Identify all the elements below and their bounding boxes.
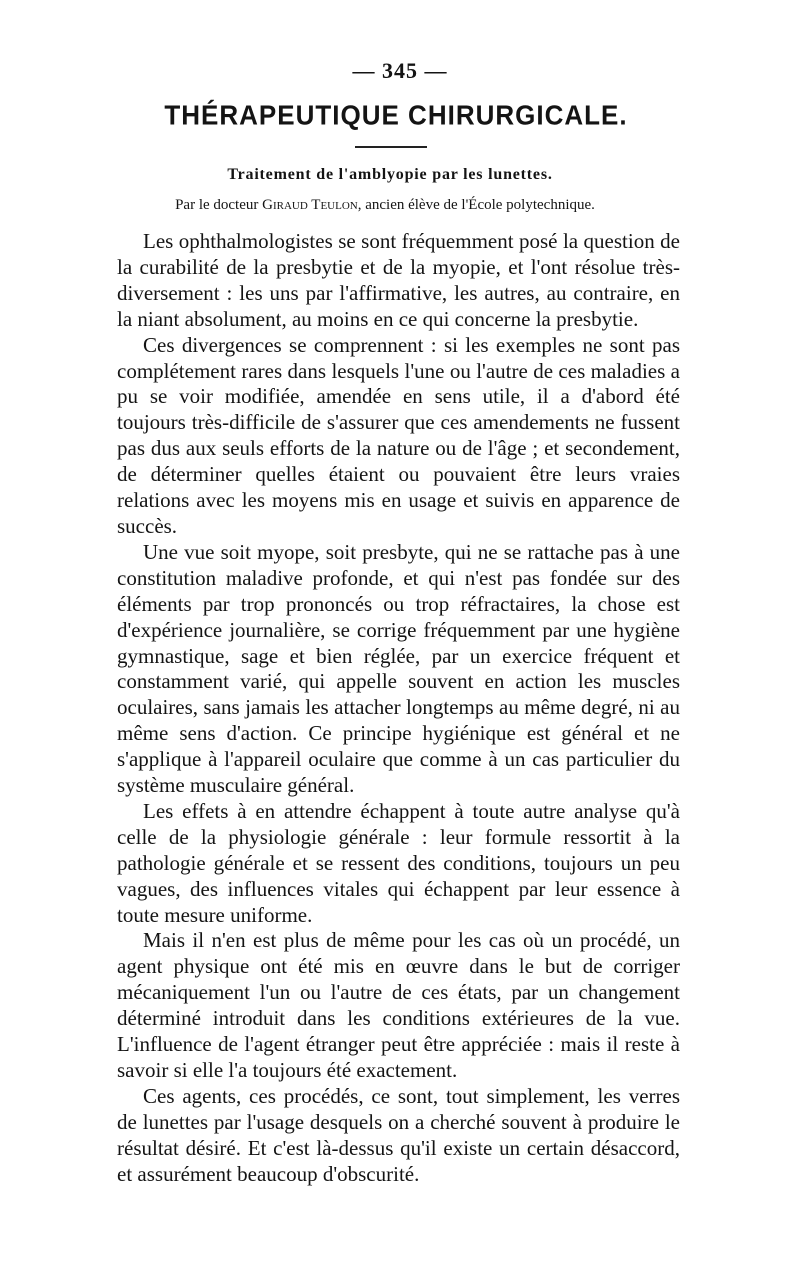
byline-prefix: Par le docteur [175, 197, 263, 213]
byline-suffix: , ancien élève de l'École polytechnique. [357, 197, 595, 213]
paragraph: Mais il n'en est plus de même pour les cas où un procédé, un agent physique ont été mis en œuvre dans le but de corriger mécaniquement l'un ou l'autre de ces états, par un changement déterminé introduit dans les conditions extérieures de la vue. L'influence de l'agent étranger peut être appréciée : mais il reste à savoir si elle l'a toujours été exactement. [117, 928, 680, 1082]
title-divider [355, 146, 427, 148]
page-number: — 345 — [352, 58, 448, 83]
article-title: Traitement de l'amblyopie par les lunettes. [227, 166, 553, 183]
paragraph: Les ophthalmologistes se sont fréquemment posé la question de la curabilité de la presbytie et de la myopie, et l'ont résolue très-diversement : les uns par l'affirmative, les autres, au contraire, en la niant absolument, au moins en ce qui concerne la presbytie. [117, 229, 680, 331]
byline-author: Giraud Teulon [262, 197, 358, 213]
paragraph: Ces agents, ces procédés, ce sont, tout simplement, les verres de lunettes par l'usage desquels on a cherché souvent à produire le résultat désiré. Et c'est là-dessus qu'il existe un certain désaccord, et assurément beaucoup d'obscurité. [117, 1083, 680, 1186]
article-body [117, 229, 680, 1188]
paragraph: Une vue soit myope, soit presbyte, qui ne se rattache pas à une constitution maladive profonde, et qui n'est pas fondée sur des éléments par trop prononcés ou trop réfractaires, la chose est d'expérience journalière, se corrige fréquemment par une hygiène gymnastique, sage et bien réglée, par un exercice fréquent et constamment varié, qui appelle souvent en action les muscles oculaires, sans jamais les attacher longtemps au même degré, ni au même sens d'action. Ce principe hygiénique est général et ne s'applique à l'appareil oculaire que comme à un cas particulier du système musculaire général. [117, 539, 680, 798]
section-title: THÉRAPEUTIQUE CHIRURGICALE. [164, 98, 628, 132]
byline [0, 197, 770, 214]
paragraph: Ces divergences se comprennent : si les exemples ne sont pas complétement rares dans lesquels l'une ou l'autre de ces maladies a pu se voir modifiée, amendée en sens utile, il a d'abord été toujours très-difficile de s'assurer que ces amendements ne fussent pas dus aux seuls efforts de la nature ou de l'âge ; et secondement, de déterminer quelles étaient ou pouvaient être leurs vraies relations avec les moyens mis en usage et suivis en apparence de succès. [117, 332, 680, 538]
paragraph: Les effets à en attendre échappent à toute autre analyse qu'à celle de la physiologie générale : leur formule ressortit à la pathologie générale et se ressent des conditions, toujours un peu vagues, des influences vitales qui échappent par leur essence à toute mesure uniforme. [117, 798, 680, 927]
